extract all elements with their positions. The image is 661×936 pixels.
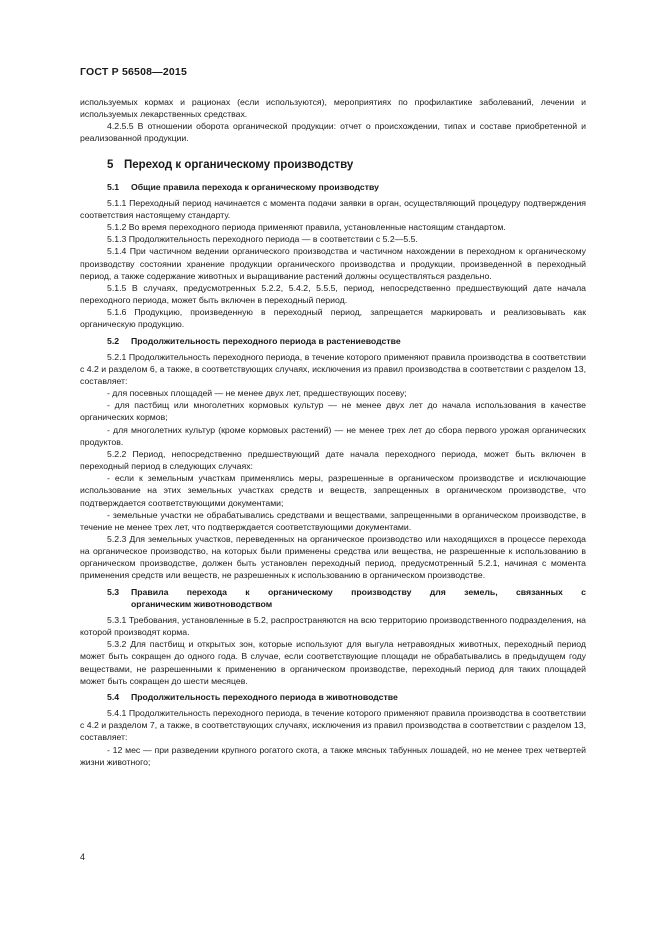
section-number: 5.4 <box>107 691 120 702</box>
chapter-number: 5 <box>107 158 114 171</box>
page-number: 4 <box>80 852 86 862</box>
paragraph: 5.1.5 В случаях, предусмотренных 5.2.2, 5.4.2, 5.5.5, период, непосредственно предшествующий дате начала переходного периода, может быть включен в переходный период. <box>80 282 586 306</box>
section-number: 5.1 <box>107 181 120 192</box>
list-item: - для пастбищ или многолетних кормовых культур — не менее двух лет до начала использования в качестве органических кормов; <box>80 400 586 423</box>
paragraph: 5.1.1 Переходный период начинается с момента подачи заявки в орган, осуществляющий процедуру подтверждения соответствия настоящему стандарту. <box>80 197 586 220</box>
section-title-continuation: органическим животноводством <box>131 598 273 609</box>
paragraph: используемых кормах и рационах (если используются), мероприятиях по профилактике заболеваний, лечении и используемых лекарственных средствах. <box>80 97 586 120</box>
list-item: - 12 мес — при разведении крупного рогатого скота, а также мясных табунных лошадей, но не менее трех четвертей жизни животного; <box>80 744 586 767</box>
paragraph: 5.4.1 Продолжительность переходного периода, в течение которого применяют правила производства в соответствии с 4.2 и разделом 7, а также, в соответствующих случаях, исключения из правил производства в соответствии с разделом 13, составляет: <box>80 708 586 743</box>
list-item: - для многолетних культур (кроме кормовых растений) — не менее трех лет до сбора первого урожая органических продуктов. <box>80 424 586 447</box>
paragraph: 5.3.1 Требования, установленные в 5.2, распространяются на всю территорию производственного подразделения, на которой производят корма. <box>80 614 586 638</box>
section-title: Продолжительность переходного периода в животноводстве <box>131 691 398 702</box>
list-item: - если к земельным участкам применялись меры, разрешенные в органическом производстве и исключающие использование на этих земельных участках средств и веществ, запрещенных в органическом производстве, что подтверждается соответствующими документами; <box>80 473 586 508</box>
paragraph: 5.1.4 При частичном ведении органического производства и частичном нахождении в переходном к органическому производству состоянии хранение продукции органического производства и продукции, произведенной в переходный период, а также содержание животных и выращивание растений должны осуществляться раздельно. <box>80 246 586 281</box>
list-item: - земельные участки не обрабатывались средствами и веществами, запрещенными в органическом производстве, в течение не менее трех лет, что подтверждается соответствующими документами. <box>80 509 586 532</box>
page-content <box>80 96 586 768</box>
paragraph: 5.2.3 Для земельных участков, переведенных на органическое производство или находящихся в процессе перехода на органическое производство, на которых были применены средства или вещества, не разрешенные к использованию в органическом производстве, должен быть установлен переходный период, предусмотренный 5.2.1, начиная с момента применения средств или веществ, не разрешенных к использованию в органическом производстве. <box>80 534 586 581</box>
paragraph: 5.1.2 Во время переходного периода применяют правила, установленные настоящим стандартом. <box>107 222 506 233</box>
paragraph: 5.3.2 Для пастбищ и открытых зон, которые используют для выгула нетравоядных животных, переходный период может быть сокращен до одного года. В случае, если соответствующие площади не обрабатывались в предыдущем году веществами, не разрешенными к применению в органическом производстве, переходный период для таких площадей может быть сокращен до шести месяцев. <box>80 639 586 686</box>
section-heading <box>107 181 586 193</box>
section-heading-line <box>107 586 586 598</box>
section-title: Продолжительность переходного периода в растениеводстве <box>131 335 401 346</box>
paragraph: 4.2.5.5 В отношении оборота органической продукции: отчет о происхождении, типах и составе приобретенной и реализованной продукции. <box>80 121 586 144</box>
paragraph: 5.1.6 Продукцию, произведенную в переходный период, запрещается маркировать и реализовывать как органическую продукцию. <box>80 307 586 330</box>
section-title: Общие правила перехода к органическому производству <box>131 181 379 192</box>
paragraph: 5.2.1 Продолжительность переходного периода, в течение которого применяют правила производства в соответствии с 4.2 и разделом 6, а также, в соответствующих случаях, исключения из правил производства в соответствии с разделом 13, составляет: <box>80 351 586 386</box>
paragraph: 5.1.3 Продолжительность переходного периода — в соответствии с 5.2—5.5. <box>107 234 418 245</box>
chapter-title: Переход к органическому производству <box>124 158 354 171</box>
section-heading <box>107 691 586 703</box>
section-heading <box>107 335 586 347</box>
paragraph: 5.2.2 Период, непосредственно предшествующий дате начала переходного периода, может быть включен в переходный период в следующих случаях: <box>80 448 586 472</box>
chapter-heading <box>107 158 586 172</box>
section-heading <box>107 586 586 610</box>
section-number: 5.3 <box>107 586 120 597</box>
section-title: Правила перехода к органическому производству для земель, связанных с <box>131 586 586 597</box>
section-number: 5.2 <box>107 335 120 346</box>
page-header: ГОСТ Р 56508—2015 <box>80 66 188 78</box>
list-item: - для посевных площадей — не менее двух лет, предшествующих посеву; <box>107 388 407 399</box>
